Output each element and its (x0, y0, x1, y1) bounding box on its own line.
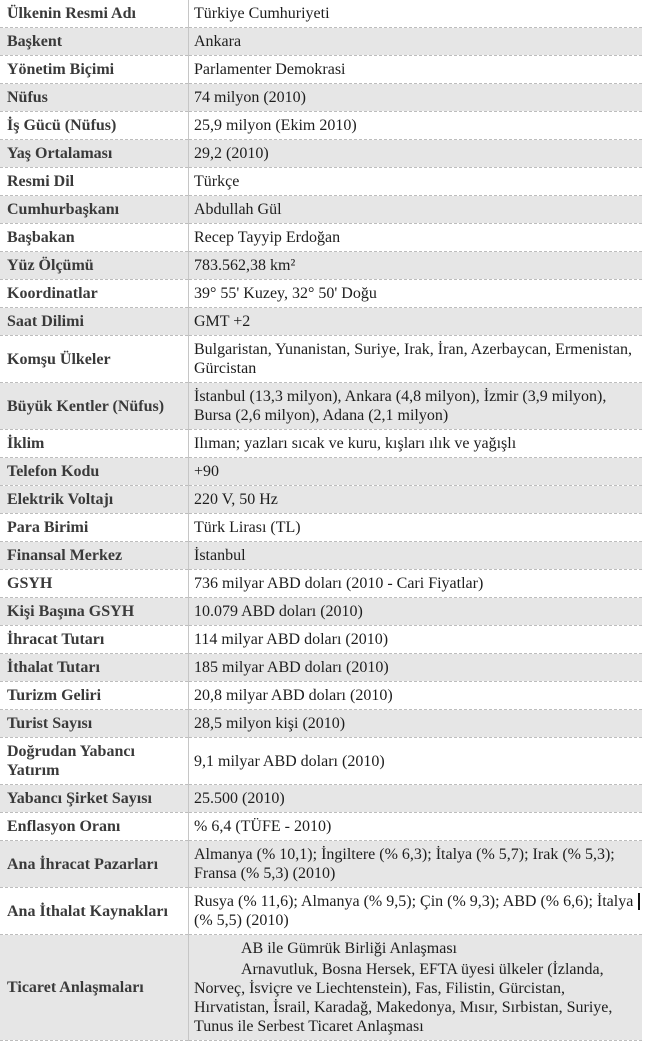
table-row (0, 168, 642, 196)
row-value: Ankara (189, 28, 643, 56)
row-value: Ilıman; yazları sıcak ve kuru, kışları ılık ve yağışlı (189, 430, 643, 458)
row-label: Yabancı Şirket Sayısı (0, 785, 189, 813)
table-row (0, 888, 642, 935)
row-label: Ticaret Anlaşmaları (0, 935, 189, 1041)
table-row (0, 813, 642, 841)
table-row (0, 841, 642, 888)
row-label: Elektrik Voltajı (0, 486, 189, 514)
table-row (0, 224, 642, 252)
row-value: Bulgaristan, Yunanistan, Suriye, Irak, İran, Azerbaycan, Ermenistan, Gürcistan (189, 336, 643, 383)
row-value: 25.500 (2010) (189, 785, 643, 813)
row-value: 114 milyar ABD doları (2010) (189, 626, 643, 654)
trade-paragraph: Arnavutluk, Bosna Hersek, EFTA üyesi ülkeler (İzlanda, Norveç, İsviçre ve Liechtenstein), Fas, Filistin, Gürcistan, Hırvatistan, İsrail, Karadağ, Makedonya, Mısır, Sırbistan, Suriye, Tunus ile Serbest Ticaret Anlaşması (194, 961, 613, 1035)
row-label: Ana İthalat Kaynakları (0, 888, 189, 935)
row-value: +90 (189, 458, 643, 486)
row-label: Koordinatlar (0, 280, 189, 308)
table-row (0, 710, 642, 738)
table-row (0, 542, 642, 570)
row-value: İstanbul (189, 542, 643, 570)
table-row (0, 140, 642, 168)
row-label: Başbakan (0, 224, 189, 252)
row-label: Finansal Merkez (0, 542, 189, 570)
table-row (0, 598, 642, 626)
row-label: Yönetim Biçimi (0, 56, 189, 84)
row-value: Türk Lirası (TL) (189, 514, 643, 542)
table-row (0, 0, 642, 28)
row-value: Türkiye Cumhuriyeti (189, 0, 643, 28)
row-label: Para Birimi (0, 514, 189, 542)
table-row (0, 935, 642, 1041)
row-value (189, 935, 643, 1041)
row-label: Turist Sayısı (0, 710, 189, 738)
row-label: Başkent (0, 28, 189, 56)
table-row (0, 682, 642, 710)
row-label: Nüfus (0, 84, 189, 112)
row-value: 783.562,38 km² (189, 252, 643, 280)
row-label: İş Gücü (Nüfus) (0, 112, 189, 140)
row-value: Almanya (% 10,1); İngiltere (% 6,3); İtalya (% 5,7); Irak (% 5,3); Fransa (% 5,3) (2010) (189, 841, 643, 888)
row-label: Yaş Ortalaması (0, 140, 189, 168)
row-value: 220 V, 50 Hz (189, 486, 643, 514)
table-row (0, 430, 642, 458)
table-row (0, 196, 642, 224)
row-value: 10.079 ABD doları (2010) (189, 598, 643, 626)
row-value: İstanbul (13,3 milyon), Ankara (4,8 milyon), İzmir (3,9 milyon), Bursa (2,6 milyon), Adana (2,1 milyon) (189, 383, 643, 430)
table-row (0, 738, 642, 785)
table-row (0, 84, 642, 112)
row-label: İklim (0, 430, 189, 458)
row-label: Resmi Dil (0, 168, 189, 196)
table-row (0, 486, 642, 514)
row-value: 736 milyar ABD doları (2010 - Cari Fiyatlar) (189, 570, 643, 598)
row-value: % 6,4 (TÜFE - 2010) (189, 813, 643, 841)
table-row (0, 570, 642, 598)
table-row (0, 383, 642, 430)
row-value: Recep Tayyip Erdoğan (189, 224, 643, 252)
row-label: Komşu Ülkeler (0, 336, 189, 383)
row-value: 74 milyon (2010) (189, 84, 643, 112)
row-label: Ana İhracat Pazarları (0, 841, 189, 888)
table-row (0, 112, 642, 140)
row-label: Cumhurbaşkanı (0, 196, 189, 224)
table-row (0, 785, 642, 813)
row-value: 185 milyar ABD doları (2010) (189, 654, 643, 682)
row-label: GSYH (0, 570, 189, 598)
row-value: 9,1 milyar ABD doları (2010) (189, 738, 643, 785)
text-caret (638, 893, 640, 910)
row-label: Ülkenin Resmi Adı (0, 0, 189, 28)
row-label: Yüz Ölçümü (0, 252, 189, 280)
table-row (0, 280, 642, 308)
row-label: İthalat Tutarı (0, 654, 189, 682)
row-value: Parlamenter Demokrasi (189, 56, 643, 84)
table-row (0, 28, 642, 56)
row-label: Büyük Kentler (Nüfus) (0, 383, 189, 430)
row-label: Kişi Başına GSYH (0, 598, 189, 626)
row-value: 28,5 milyon kişi (2010) (189, 710, 643, 738)
table-row (0, 336, 642, 383)
row-value: 29,2 (2010) (189, 140, 643, 168)
row-value: Rusya (% 11,6); Almanya (% 9,5); Çin (% 9,3); ABD (% 6,6); İtalya (% 5,5) (2010) (189, 888, 643, 935)
table-row (0, 514, 642, 542)
row-value: 25,9 milyon (Ekim 2010) (189, 112, 643, 140)
table-row (0, 56, 642, 84)
row-value: Türkçe (189, 168, 643, 196)
row-label: İhracat Tutarı (0, 626, 189, 654)
trade-paragraph: AB ile Gümrük Birliği Anlaşması (241, 940, 457, 957)
table-row (0, 626, 642, 654)
row-label: Saat Dilimi (0, 308, 189, 336)
table-row (0, 654, 642, 682)
table-row (0, 252, 642, 280)
row-value: 20,8 milyar ABD doları (2010) (189, 682, 643, 710)
row-value: Abdullah Gül (189, 196, 643, 224)
row-label: Doğrudan Yabancı Yatırım (0, 738, 189, 785)
row-label: Enflasyon Oranı (0, 813, 189, 841)
row-label: Turizm Geliri (0, 682, 189, 710)
table-row (0, 458, 642, 486)
table-row (0, 308, 642, 336)
row-label: Telefon Kodu (0, 458, 189, 486)
row-value: 39° 55' Kuzey, 32° 50' Doğu (189, 280, 643, 308)
row-value: GMT +2 (189, 308, 643, 336)
